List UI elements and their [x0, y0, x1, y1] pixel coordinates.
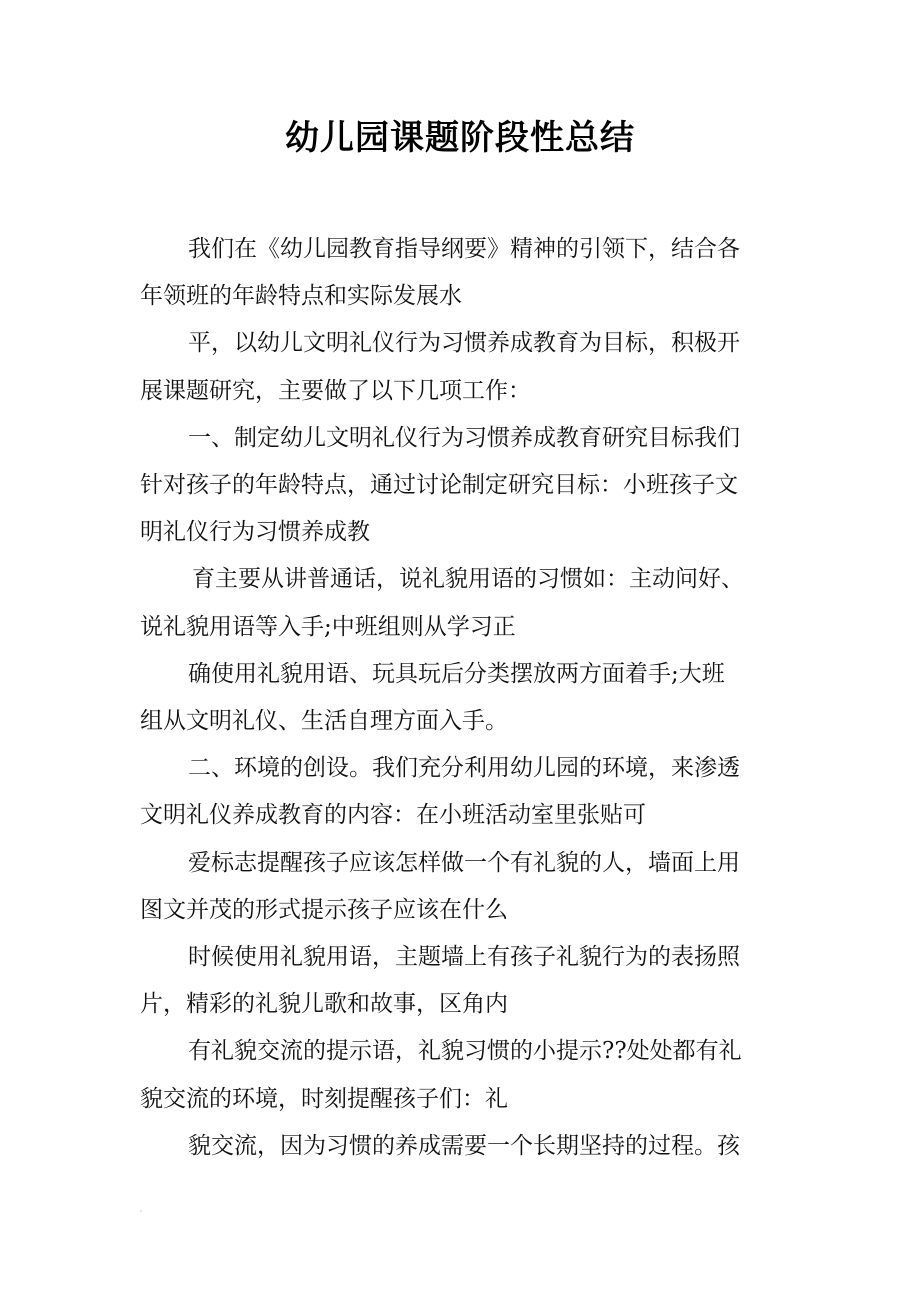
document-body	[140, 226, 800, 1170]
text-line: 平，以幼儿文明礼仪行为习惯养成教育为目标，积极开	[188, 330, 740, 357]
paragraph	[140, 840, 800, 934]
text-line: 文明礼仪养成教育的内容：在小班活动室里张贴可	[140, 802, 646, 829]
text-line: 貌交流的环境，时刻提醒孩子们：礼	[140, 1085, 508, 1112]
text-line: 针对孩子的年龄特点，通过讨论制定研究目标：小班孩子文	[140, 472, 738, 499]
paragraph	[140, 745, 800, 839]
paragraph	[140, 556, 800, 650]
text-line: 一、制定幼儿文明礼仪行为习惯养成教育研究目标我们	[188, 424, 740, 451]
paragraph	[140, 934, 800, 1028]
text-line: 育主要从讲普通话，说礼貌用语的习惯如：主动问好、	[192, 566, 744, 593]
text-line: 组从文明礼仪、生活自理方面入手。	[140, 708, 508, 735]
text-line: 确使用礼貌用语、玩具玩后分类摆放两方面着手;大班	[188, 660, 725, 687]
paragraph	[140, 1028, 800, 1122]
text-line: 有礼貌交流的提示语，礼貌习惯的小提示??处处都有礼	[188, 1038, 742, 1065]
text-line: 爱标志提醒孩子应该怎样做一个有礼貌的人，墙面上用	[188, 849, 740, 876]
text-line: 展课题研究，主要做了以下几项工作：	[140, 377, 531, 404]
text-line: 时候使用礼貌用语，主题墙上有孩子礼貌行为的表扬照	[188, 944, 740, 971]
text-line: 二、环境的创设。我们充分利用幼儿园的环境，来渗透	[188, 755, 740, 782]
document-title: 幼儿园课题阶段性总结	[285, 118, 635, 158]
paragraph	[140, 226, 800, 320]
paragraph	[140, 415, 800, 557]
paragraph	[140, 651, 800, 745]
text-line: 图文并茂的形式提示孩子应该在什么	[140, 896, 508, 923]
paragraph	[140, 1123, 800, 1170]
text-line: 明礼仪行为习惯养成教	[140, 519, 370, 546]
text-line: 年领班的年龄特点和实际发展水	[140, 283, 462, 310]
text-line: 说礼貌用语等入手;中班组则从学习正	[140, 613, 516, 640]
text-line: 我们在《幼儿园教育指导纲要》精神的引领下，结合各	[188, 236, 740, 262]
text-line: 貌交流，因为习惯的养成需要一个长期坚持的过程。孩	[188, 1132, 740, 1159]
paragraph	[140, 320, 800, 414]
text-line: 片，精彩的礼貌儿歌和故事，区角内	[140, 991, 508, 1018]
scan-speck	[140, 1210, 142, 1212]
